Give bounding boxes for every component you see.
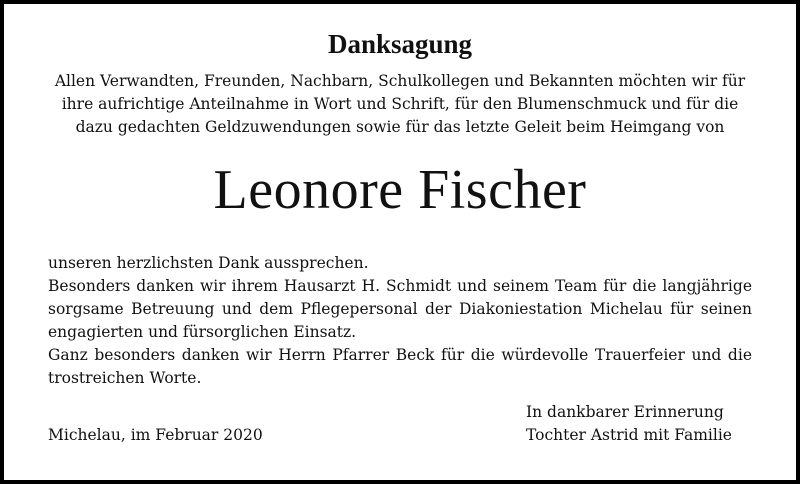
body-line: trostreichen Worte. <box>48 369 202 387</box>
closing-line: In dankbarer Erinnerung <box>526 403 724 421</box>
intro-line: ihre aufrichtige Anteilnahme in Wort und Schrift, für den Blumenschmuck und für die <box>61 95 739 113</box>
body-line: sorgsame Betreuung und dem Pflegepersonal der Diakoniestation Michelau für seinen <box>48 300 752 318</box>
body-text <box>48 252 752 390</box>
notice-title: Danksagung <box>327 29 473 59</box>
body-line: Ganz besonders danken wir Herrn Pfarrer Beck für die würdevolle Trauerfeier und die <box>48 346 752 364</box>
deceased-name: Leonore Fischer <box>213 159 587 221</box>
place-date: Michelau, im Februar 2020 <box>48 426 263 444</box>
intro-line: Allen Verwandten, Freunden, Nachbarn, Schulkollegen und Bekannten möchten wir für <box>54 72 746 90</box>
body-line: unseren herzlichsten Dank aussprechen. <box>48 254 369 272</box>
body-line: Besonders danken wir ihrem Hausarzt H. Schmidt und seinem Team für die langjährige <box>48 277 752 295</box>
signature-line: Tochter Astrid mit Familie <box>526 426 732 444</box>
intro-line: dazu gedachten Geldzuwendungen sowie für das letzte Geleit beim Heimgang von <box>75 118 725 136</box>
closing-signature <box>526 401 732 447</box>
body-line: engagierten und fürsorglichen Einsatz. <box>48 323 357 341</box>
intro-text <box>44 70 756 139</box>
